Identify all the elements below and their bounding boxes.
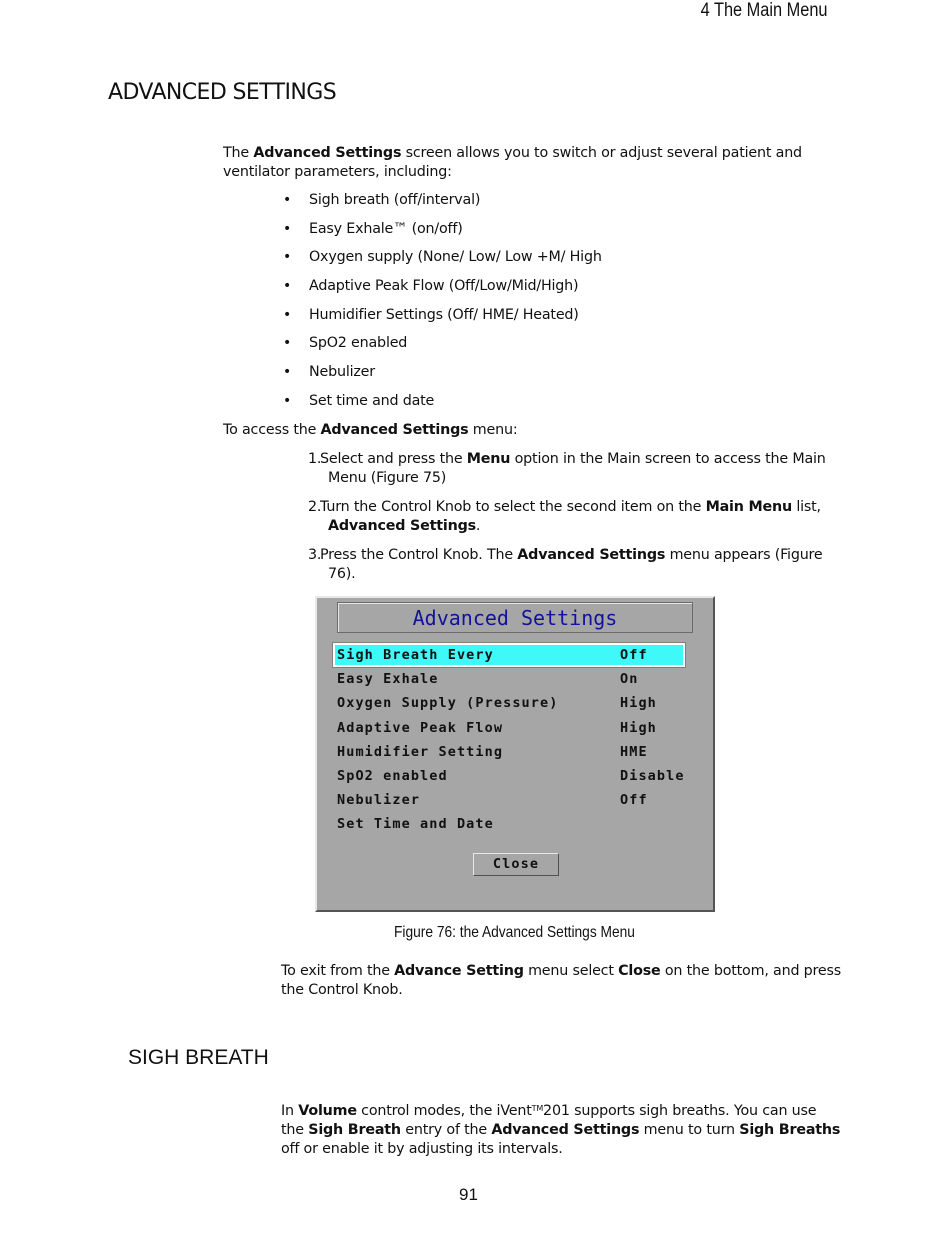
step-number: 1. <box>308 451 322 467</box>
sigh-text-5: menu to turn <box>639 1122 740 1138</box>
intro-text-2: screen allows you to switch or adjust several patient and ventilator parameters, including: <box>223 145 802 180</box>
menu-row-label: Nebulizer <box>337 792 421 809</box>
step-item <box>296 546 836 584</box>
intro-bold: Advanced Settings <box>253 145 402 161</box>
step-bold-text: Menu <box>466 451 511 467</box>
exit-bold-2: Close <box>618 963 661 979</box>
exit-text-3: on the bottom, and press the Control Knob. <box>281 963 841 998</box>
menu-row-value: On <box>620 671 639 688</box>
trademark-mark: TM <box>531 1104 544 1113</box>
step-bold-text: Advanced Settings <box>517 547 666 563</box>
sigh-paragraph <box>281 1099 841 1159</box>
menu-row[interactable] <box>335 790 695 810</box>
sigh-text-6: off or enable it by adjusting its intervals. <box>281 1141 563 1157</box>
sigh-text-1: In <box>281 1103 299 1119</box>
intro-paragraph <box>223 144 803 182</box>
list-item: • Nebulizer <box>283 363 602 392</box>
menu-row-label: Oxygen Supply (Pressure) <box>337 695 559 712</box>
page-header: 4 The Main Menu <box>701 0 828 21</box>
steps-list <box>296 450 836 594</box>
exit-bold-1: Advance Setting <box>394 963 524 979</box>
step-text: Turn the Control Knob to select the second item on the <box>320 499 706 515</box>
step-text: menu appears (Figure 76). <box>328 547 823 582</box>
menu-row[interactable] <box>335 693 695 713</box>
menu-row[interactable] <box>335 742 695 762</box>
step-text: option in the Main screen to access the Main Menu (Figure 75) <box>328 451 826 486</box>
list-item: • SpO2 enabled <box>283 334 602 363</box>
exit-paragraph <box>281 962 841 1000</box>
step-text: Select and press the <box>320 451 467 467</box>
sigh-bold-2: Sigh Breath <box>308 1122 401 1138</box>
menu-row-value: High <box>620 719 657 736</box>
sigh-text-4: entry of the <box>400 1122 492 1138</box>
menu-row-value: Off <box>620 792 648 809</box>
menu-row-label: Humidifier Setting <box>337 743 504 760</box>
access-bold: Advanced Settings <box>320 422 469 438</box>
sigh-text-3: 201 supports sigh breaths. You can use the <box>281 1103 817 1138</box>
close-button[interactable]: Close <box>473 853 559 876</box>
access-text-1: To access the <box>223 422 321 438</box>
menu-row[interactable] <box>335 645 683 665</box>
step-text: list, <box>791 499 821 515</box>
exit-text-1: To exit from the <box>281 963 395 979</box>
step-number: 2. <box>308 499 322 515</box>
access-paragraph <box>223 421 517 440</box>
sigh-text-2: control modes, the iVent <box>356 1103 532 1119</box>
list-item: • Adaptive Peak Flow (Off/Low/Mid/High) <box>283 277 602 306</box>
step-text: . <box>475 518 481 534</box>
settings-bullet-list <box>283 191 602 421</box>
list-item: • Sigh breath (off/interval) <box>283 191 602 220</box>
sigh-breath-title: SIGH BREATH <box>128 1046 269 1069</box>
list-item: • Humidifier Settings (Off/ HME/ Heated) <box>283 306 602 335</box>
menu-row[interactable] <box>335 766 695 786</box>
screen-title: Advanced Settings <box>412 606 618 630</box>
step-bold-text: Main Menu <box>705 499 792 515</box>
menu-row-value: High <box>620 695 657 712</box>
section-title: ADVANCED SETTINGS <box>108 80 337 105</box>
menu-row-label: Set Time and Date <box>337 816 494 833</box>
list-item: • Easy Exhale™ (on/off) <box>283 220 602 249</box>
step-item <box>296 498 836 536</box>
step-bold-text: Advanced Settings <box>328 518 476 534</box>
intro-text-1: The <box>223 145 254 161</box>
step-number: 3. <box>308 547 322 563</box>
figure-caption: Figure 76: the Advanced Settings Menu <box>394 924 635 941</box>
list-item: • Oxygen supply (None/ Low/ Low +M/ High <box>283 248 602 277</box>
sigh-bold-3: Advanced Settings <box>491 1122 640 1138</box>
menu-row[interactable] <box>335 814 695 834</box>
sigh-bold-4: Sigh Breaths <box>739 1122 841 1138</box>
exit-text-2: menu select <box>523 963 619 979</box>
list-item: • Set time and date <box>283 392 602 421</box>
menu-row-value: Disable <box>620 768 685 784</box>
menu-row[interactable] <box>335 718 695 738</box>
step-text: Press the Control Knob. The <box>320 547 518 563</box>
menu-row-label: Adaptive Peak Flow <box>337 719 504 736</box>
step-item <box>296 450 836 488</box>
screen-title-box <box>337 602 693 633</box>
menu-row-value: Off <box>620 647 648 663</box>
page-number: 91 <box>459 1185 478 1204</box>
menu-row-value: HME <box>620 743 648 760</box>
sigh-bold-1: Volume <box>298 1103 357 1119</box>
menu-row[interactable] <box>335 669 695 689</box>
access-text-2: menu: <box>468 422 518 438</box>
menu-row-label: SpO2 enabled <box>337 768 448 784</box>
advanced-settings-screenshot <box>315 596 715 912</box>
menu-row-label: Sigh Breath Every <box>337 647 494 663</box>
menu-row-label: Easy Exhale <box>337 671 439 688</box>
